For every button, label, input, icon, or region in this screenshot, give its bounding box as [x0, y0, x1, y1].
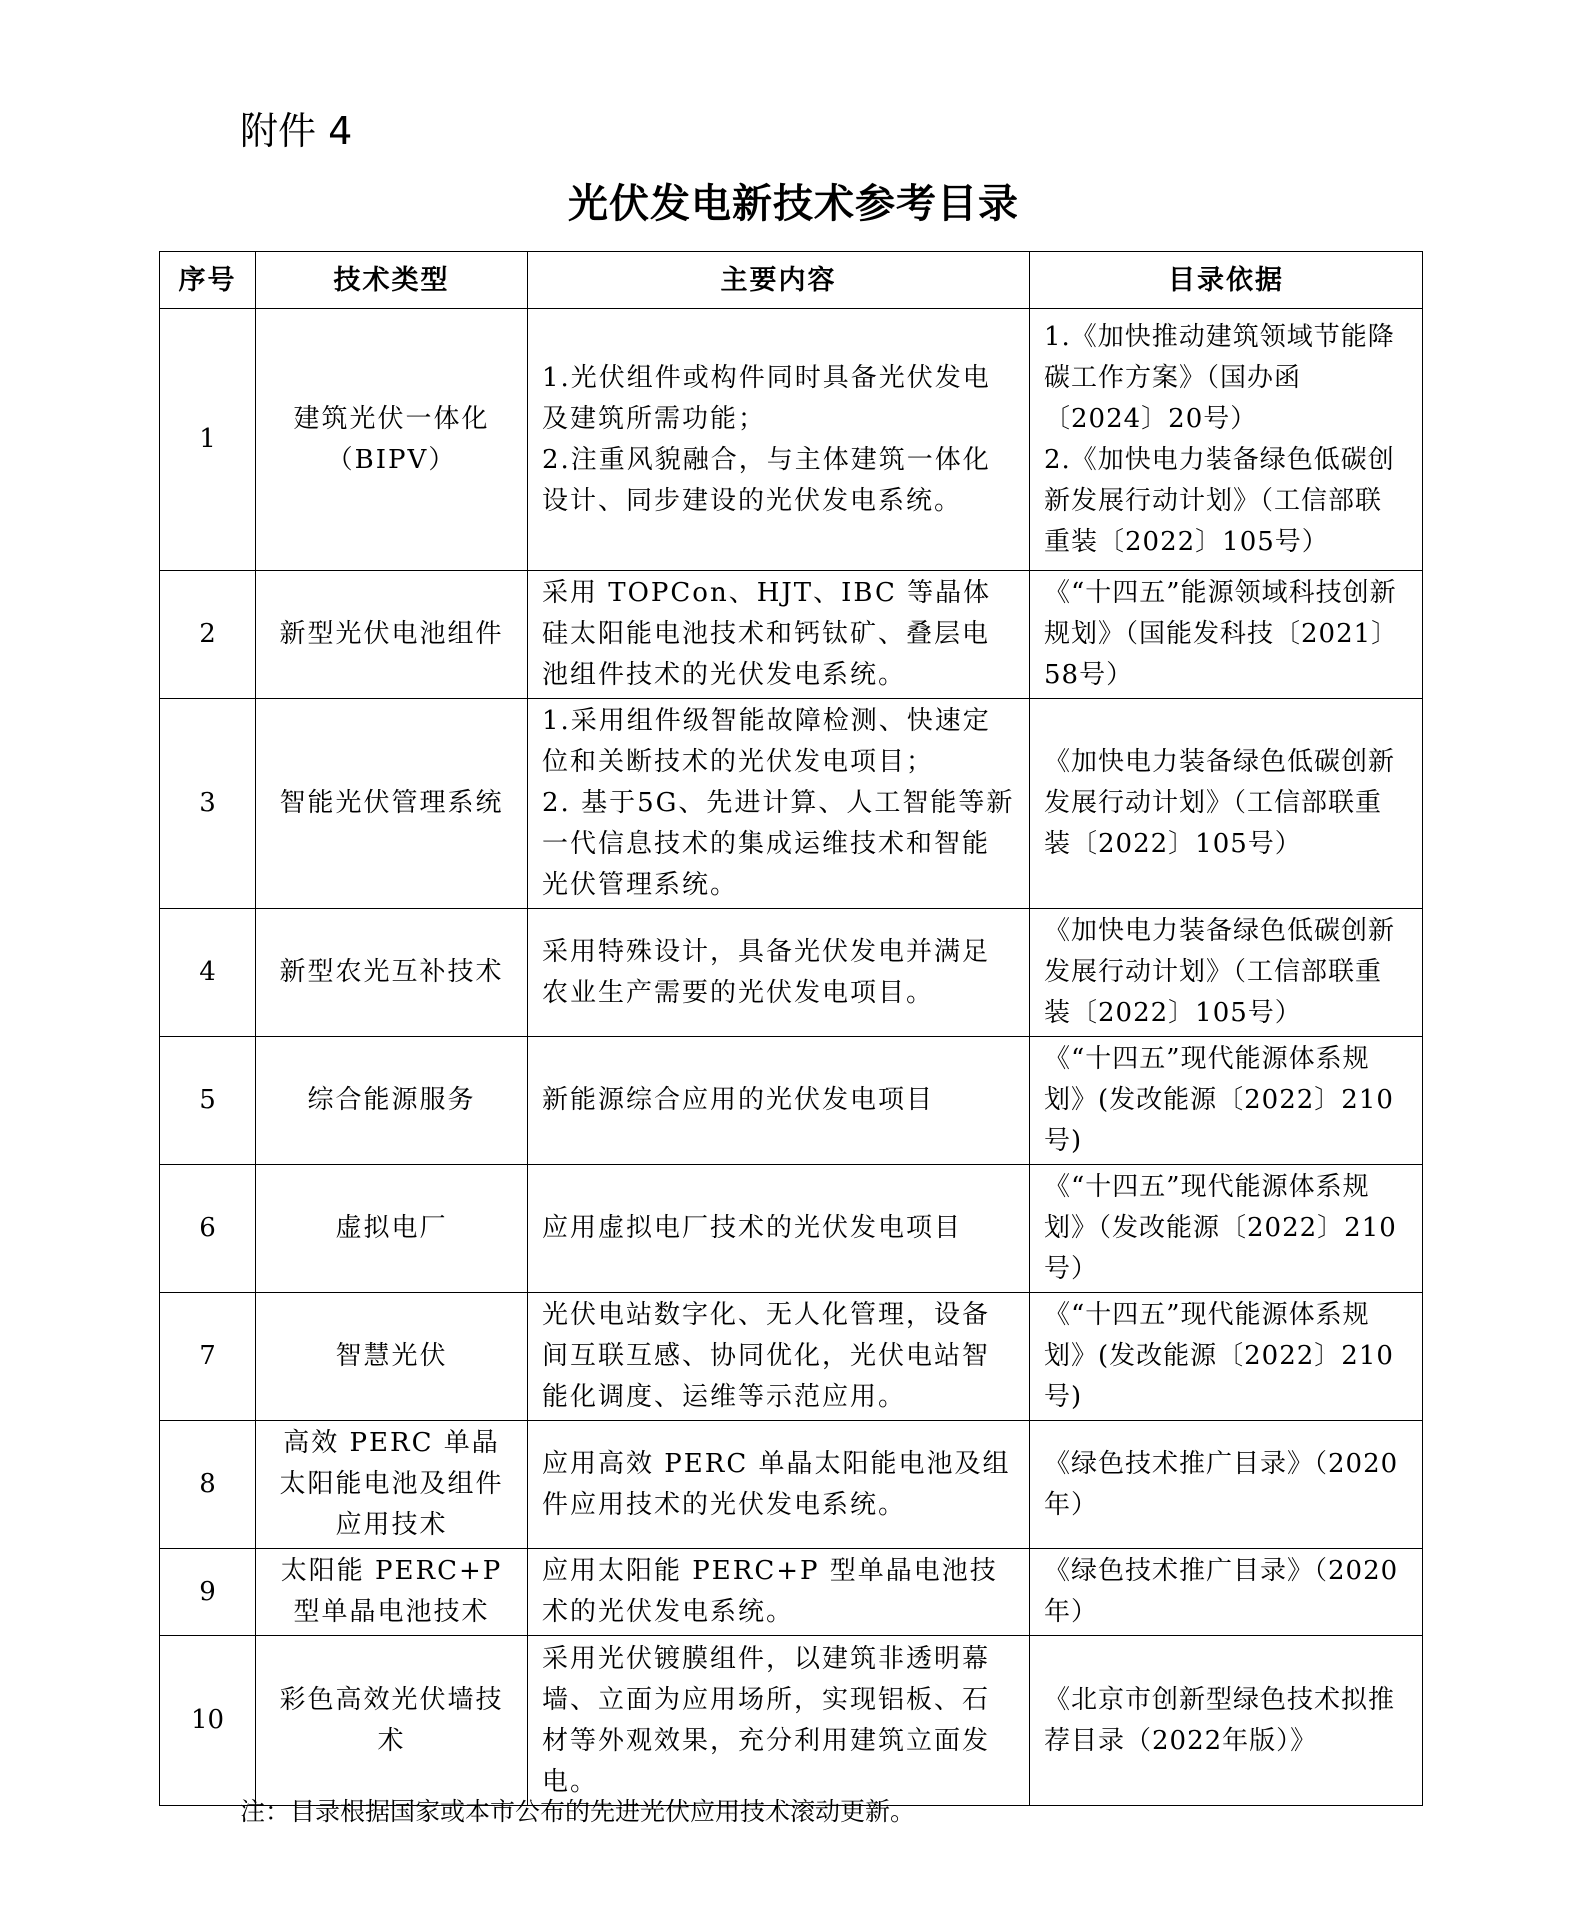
table-row [160, 1636, 1423, 1806]
main-content-cell-text: 1.光伏组件或构件同时具备光伏发电及建筑所需功能； [542, 362, 991, 434]
row-number: 1 [160, 309, 256, 571]
table-row [160, 1165, 1423, 1293]
header-tech-type: 技术类型 [256, 252, 528, 309]
main-content-cell [528, 1165, 1030, 1293]
tech-type-cell-text: 高效 PERC 单晶太阳能电池及组件应用技术 [279, 1428, 504, 1540]
main-content-cell [528, 571, 1030, 699]
tech-type-cell-text: 综合能源服务 [307, 1085, 476, 1115]
main-content-cell [528, 1037, 1030, 1165]
main-content-cell-text: 新能源综合应用的光伏发电项目 [542, 1085, 935, 1115]
tech-type-cell [256, 571, 528, 699]
catalog-basis-cell-text: 1.《加快推动建筑领域节能降碳工作方案》（国办函〔2024〕20号） [1044, 321, 1395, 434]
tech-type-cell-text: 新型光伏电池组件 [279, 619, 504, 649]
main-content-cell-text: 应用虚拟电厂技术的光伏发电项目 [542, 1213, 963, 1243]
main-content-cell [528, 1421, 1030, 1549]
main-content-cell [528, 309, 1030, 571]
main-content-cell-text: 应用太阳能 PERC+P 型单晶电池技术的光伏发电系统。 [542, 1556, 998, 1627]
main-content-cell [528, 1549, 1030, 1636]
tech-type-cell-text: 虚拟电厂 [335, 1213, 448, 1243]
catalog-basis-cell [1030, 1037, 1423, 1165]
table-row [160, 909, 1423, 1037]
tech-type-cell-text: 智慧光伏 [335, 1341, 448, 1371]
tech-type-cell [256, 1421, 528, 1549]
attachment-label: 附件 4 [240, 109, 353, 153]
tech-type-cell [256, 1293, 528, 1421]
catalog-basis-cell [1030, 699, 1423, 909]
table-row [160, 1549, 1423, 1636]
catalog-basis-cell-text: 《北京市创新型绿色技术拟推荐目录（2022年版）》 [1044, 1684, 1396, 1756]
header-main-content: 主要内容 [528, 252, 1030, 309]
catalog-basis-cell-text: 《绿色技术推广目录》（2020年） [1044, 1556, 1399, 1627]
row-number: 10 [160, 1636, 256, 1806]
main-content-cell [528, 909, 1030, 1037]
tech-type-cell-text: 智能光伏管理系统 [279, 788, 504, 818]
tech-type-cell-text: 太阳能 PERC+P 型单晶电池技术 [280, 1556, 503, 1627]
table-row [160, 699, 1423, 909]
catalog-basis-cell-text: 《加快电力装备绿色低碳创新发展行动计划》（工信部联重装〔2022〕105号） [1044, 916, 1396, 1028]
main-content-cell-text: 采用特殊设计，具备光伏发电并满足农业生产需要的光伏发电项目。 [542, 936, 991, 1008]
main-content-cell-text: 2. 基于5G、先进计算、人工智能等新一代信息技术的集成运维技术和智能光伏管理系统。 [542, 788, 1015, 900]
main-content-cell [528, 699, 1030, 909]
tech-type-cell [256, 909, 528, 1037]
main-content-cell-text: 采用 TOPCon、HJT、IBC 等晶体硅太阳能电池技术和钙钛矿、叠层电池组件技术的光伏发电系统。 [542, 578, 992, 690]
catalog-basis-cell-text: 《加快电力装备绿色低碳创新发展行动计划》（工信部联重装〔2022〕105号） [1044, 747, 1396, 859]
catalog-basis-cell [1030, 309, 1423, 571]
tech-type-cell [256, 1037, 528, 1165]
catalog-basis-cell [1030, 1636, 1423, 1806]
tech-type-cell-text: 建筑光伏一体化 [293, 403, 490, 434]
main-content-cell-text: 采用光伏镀膜组件，以建筑非透明幕墙、立面为应用场所，实现铝板、石材等外观效果，充分利用建筑立面发电。 [542, 1643, 991, 1797]
technology-catalog-table [159, 251, 1423, 1806]
table-row [160, 309, 1423, 571]
row-number: 9 [160, 1549, 256, 1636]
tech-type-cell [256, 1549, 528, 1636]
row-number: 8 [160, 1421, 256, 1549]
footnote: 注：目录根据国家或本市公布的先进光伏应用技术滚动更新。 [240, 1797, 916, 1826]
main-content-cell [528, 1293, 1030, 1421]
tech-type-cell [256, 699, 528, 909]
table-row [160, 1421, 1423, 1549]
table-row [160, 571, 1423, 699]
main-content-cell-text: 应用高效 PERC 单晶太阳能电池及组件应用技术的光伏发电系统。 [542, 1448, 1011, 1520]
row-number: 7 [160, 1293, 256, 1421]
catalog-basis-cell-text: 《“十四五”能源领域科技创新规划》（国能发科技〔2021〕58号） [1044, 578, 1399, 690]
catalog-basis-cell-text: 《“十四五”现代能源体系规划》（发改能源〔2022〕210号） [1044, 1172, 1397, 1284]
table-row [160, 1037, 1423, 1165]
row-number: 4 [160, 909, 256, 1037]
main-content-cell-text: 2.注重风貌融合，与主体建筑一体化设计、同步建设的光伏发电系统。 [542, 444, 991, 516]
table-row [160, 1293, 1423, 1421]
row-number: 2 [160, 571, 256, 699]
header-catalog-basis: 目录依据 [1030, 252, 1423, 309]
table-body [160, 309, 1423, 1806]
row-number: 3 [160, 699, 256, 909]
tech-type-cell-text: 彩色高效光伏墙技术 [279, 1684, 504, 1756]
tech-type-cell [256, 1165, 528, 1293]
table-header-row [160, 252, 1423, 309]
catalog-basis-cell-text: 《“十四五”现代能源体系规划》(发改能源〔2022〕210号) [1044, 1044, 1394, 1156]
tech-type-cell-text: 新型农光互补技术 [279, 957, 504, 987]
catalog-basis-cell-text: 《“十四五”现代能源体系规划》(发改能源〔2022〕210号) [1044, 1300, 1394, 1412]
catalog-basis-cell [1030, 1165, 1423, 1293]
tech-type-cell-text: （BIPV） [326, 444, 457, 475]
catalog-basis-cell-text: 《绿色技术推广目录》（2020年） [1044, 1448, 1399, 1520]
catalog-basis-cell-text: 2.《加快电力装备绿色低碳创新发展行动计划》（工信部联重装〔2022〕105号） [1044, 444, 1395, 557]
tech-type-cell [256, 1636, 528, 1806]
header-number: 序号 [160, 252, 256, 309]
row-number: 5 [160, 1037, 256, 1165]
catalog-basis-cell [1030, 909, 1423, 1037]
main-content-cell-text: 光伏电站数字化、无人化管理，设备间互联互感、协同优化，光伏电站智能化调度、运维等示范应用。 [542, 1300, 991, 1412]
catalog-basis-cell [1030, 571, 1423, 699]
main-content-cell-text: 1.采用组件级智能故障检测、快速定位和关断技术的光伏发电项目； [542, 706, 991, 777]
row-number: 6 [160, 1165, 256, 1293]
catalog-basis-cell [1030, 1293, 1423, 1421]
tech-type-cell [256, 309, 528, 571]
catalog-basis-cell [1030, 1421, 1423, 1549]
main-content-cell [528, 1636, 1030, 1806]
page-title: 光伏发电新技术参考目录 [568, 181, 1019, 227]
catalog-basis-cell [1030, 1549, 1423, 1636]
